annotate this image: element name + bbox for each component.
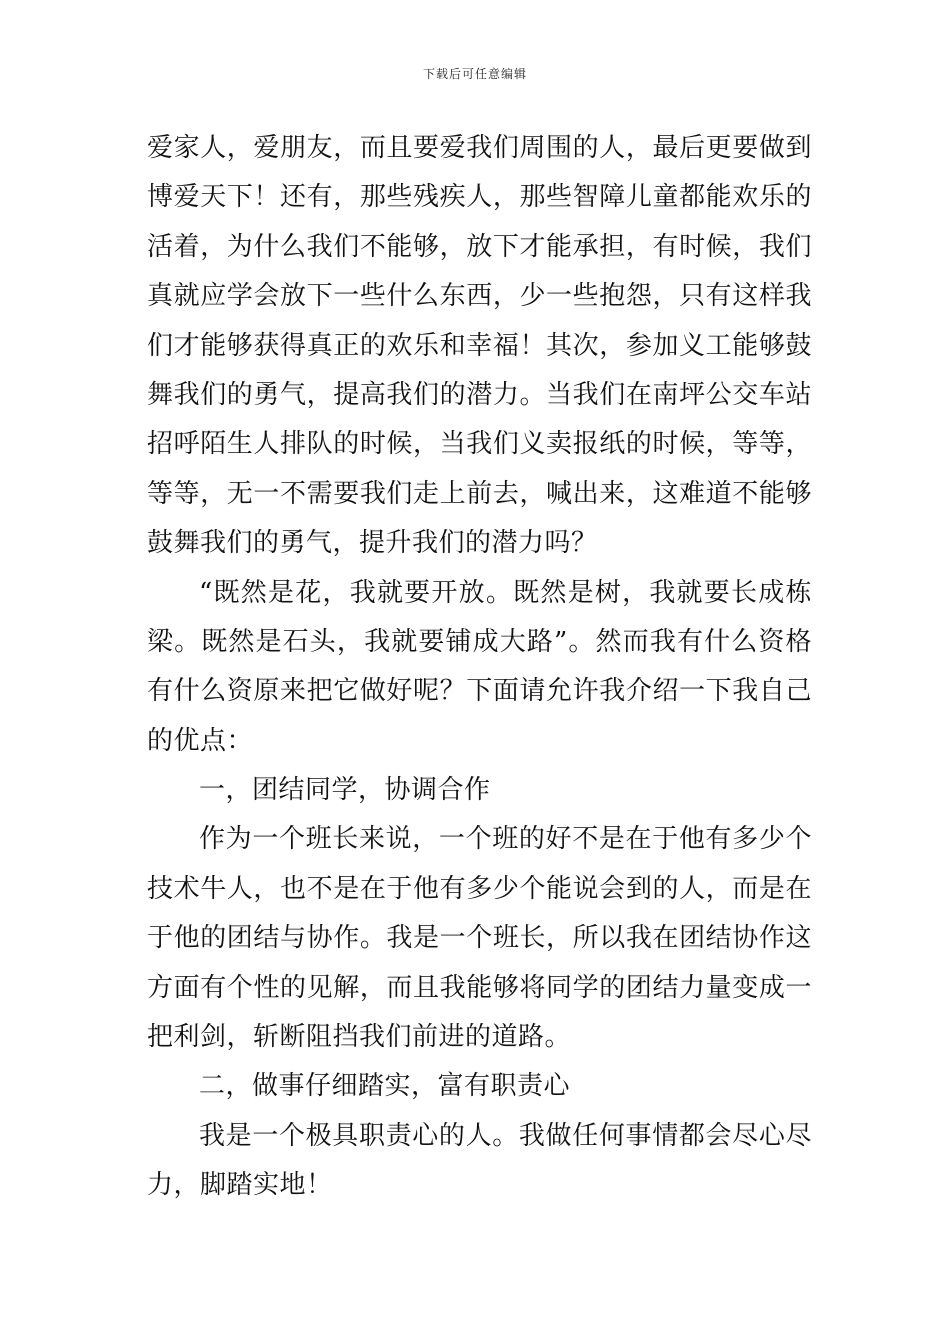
text-line-17: 于他的团结与协作。我是一个班长，所以我在团结协作这: [147, 923, 812, 954]
text-line-9: 鼓舞我们的勇气，提升我们的潜力吗？: [147, 528, 598, 559]
text-line-19: 把利剑，斩断阻挡我们前进的道路。: [147, 1022, 572, 1053]
header-note: 下载后可任意编辑: [422, 67, 527, 81]
text-line-3: 活着，为什么我们不能够，放下才能承担，有时候，我们: [147, 231, 812, 262]
text-line-1: 爱家人，爱朋友，而且要爱我们周围的人，最后更要做到: [147, 133, 812, 163]
text-line-6: 舞我们的勇气，提高我们的潜力。当我们在南坪公交车站: [147, 379, 812, 410]
text-line-11: 梁。既然是石头，我就要铺成大路”。然而我有什么资格: [147, 626, 812, 657]
text-line-13: 的优点：: [147, 725, 254, 756]
section-heading-2: 二，做事仔细踏实，富有职责心: [199, 1071, 571, 1102]
text-line-10: “既然是花，我就要开放。既然是树，我就要长成栋: [199, 577, 812, 608]
text-line-18: 方面有个性的见解，而且我能够将同学的团结力量变成一: [147, 972, 812, 1003]
text-line-21: 我是一个极具职责心的人。我做任何事情都会尽心尽: [199, 1120, 812, 1151]
document-body: [147, 124, 812, 1211]
text-line-22: 力，脚踏实地！: [147, 1170, 333, 1201]
text-line-2: 博爱天下！还有，那些残疾人，那些智障儿童都能欢乐的: [147, 182, 812, 213]
text-line-4: 真就应学会放下一些什么东西，少一些抱怨，只有这样我: [147, 281, 812, 312]
text-line-12: 有什么资原来把它做好呢？下面请允许我介绍一下我自己: [147, 676, 812, 707]
text-line-16: 技术牛人，也不是在于他有多少个能说会到的人，而是在: [147, 873, 812, 904]
text-line-8: 等等，无一不需要我们走上前去，喊出来，这难道不能够: [147, 478, 812, 509]
text-line-15: 作为一个班长来说，一个班的好不是在于他有多少个: [199, 824, 812, 855]
section-heading-1: 一，团结同学，协调合作: [199, 775, 491, 806]
text-line-7: 招呼陌生人排队的时候，当我们义卖报纸的时候，等等，: [147, 429, 812, 460]
text-line-5: 们才能够获得真正的欢乐和幸福！其次，参加义工能够鼓: [147, 330, 812, 361]
